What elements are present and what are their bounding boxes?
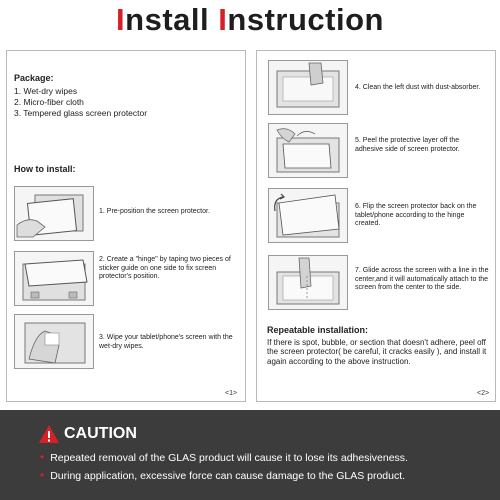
step-3-illustration [14,314,94,369]
step-6-text: 6. Flip the screen protector back on the tablet/phone according to the hinge created. [355,203,477,227]
package-item: 3. Tempered glass screen protector [14,108,148,118]
step-5-illustration [268,123,348,178]
step-1-illustration [14,186,94,241]
step-4-text: 4. Clean the left dust with dust-absorber. [355,84,481,91]
package-list [14,86,147,119]
step-2-text: 2. Create a "hinge" by taping two pieces of sticker guide on one side to fix screen protector's position. [99,256,231,280]
caution-title: CAUTION [64,425,137,442]
step-3-text: 3. Wipe your tablet/phone's screen with the wet-dry wipes. [99,334,233,350]
repeatable-text: If there is spot, bubble, or section that doesn't adhere, peel off the screen protector( be careful, it cracks easily ), and install it again according to the above instruction. [267,338,487,366]
step-7-illustration [268,255,348,310]
package-item: 1. Wet-dry wipes [14,86,78,96]
title-initial-2: I [218,2,228,37]
step-4-illustration [268,60,348,115]
instruction-page-left [6,50,246,402]
package-heading: Package: [14,73,54,83]
title-word-2-rest: nstruction [227,2,384,37]
step-1-text: 1. Pre-position the screen protector. [99,208,210,215]
step-2-illustration [14,251,94,306]
step-6-illustration [268,188,348,243]
step-5-text: 5. Peel the protective layer off the adhesive side of screen protector. [355,137,460,153]
warning-icon [38,424,60,444]
caution-item-text: During application, excessive force can cause damage to the GLAS product. [50,470,406,482]
title-word-1-rest: nstall [125,2,210,37]
caution-banner [0,410,500,500]
repeatable-heading: Repeatable installation: [267,325,369,335]
caution-item: • During application, excessive force can cause damage to the GLAS product. [40,468,406,482]
page-number: <1> [225,390,238,397]
instruction-page-right [256,50,496,402]
caution-item-text: Repeated removal of the GLAS product will cause it to lose its adhesiveness. [50,452,408,464]
title-initial-1: I [116,2,126,37]
caution-item: • Repeated removal of the GLAS product will cause it to lose its adhesiveness. [40,450,408,464]
page-title [0,0,500,40]
step-7-text: 7. Glide across the screen with a line in the center,and it will automatically attach to the screen from the center to the side. [355,267,489,291]
how-to-install-heading: How to install: [14,164,76,174]
package-item: 2. Micro-fiber cloth [14,97,84,107]
page-number: <2> [477,390,490,397]
